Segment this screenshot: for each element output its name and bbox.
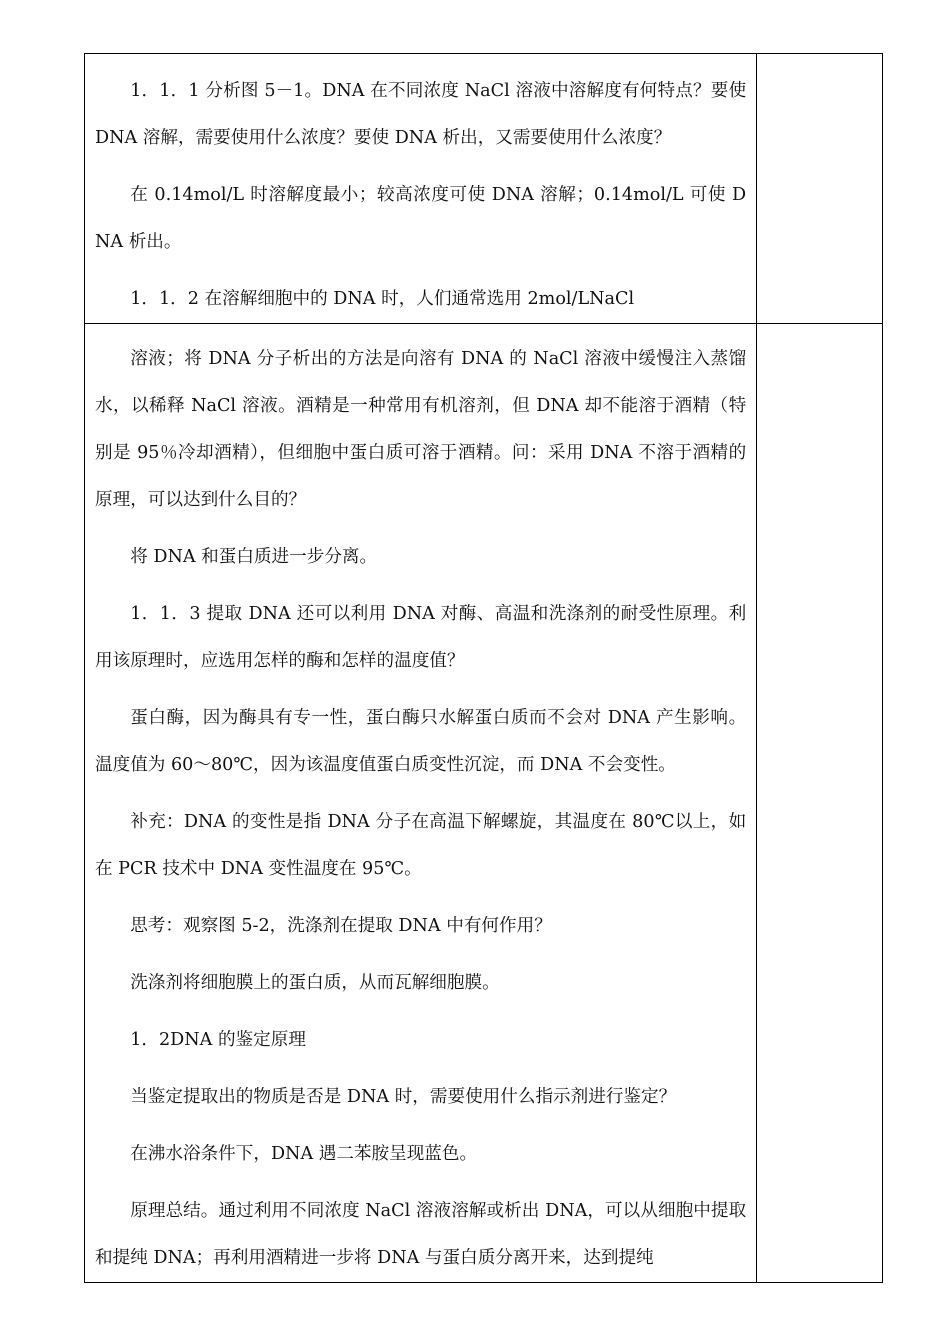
- paragraph: 溶液；将 DNA 分子析出的方法是向溶有 DNA 的 NaCl 溶液中缓慢注入蒸馏水，以稀释 NaCl 溶液。酒精是一种常用有机溶剂，但 DNA 却不能溶于酒精（特别是 95％冷却酒精），但细胞中蛋白质可溶于酒精。问：采用 DNA 不溶于酒精的原理，可以达到什么目的？: [95, 349, 747, 510]
- table-row: [85, 324, 883, 1283]
- side-cell: [757, 324, 883, 1283]
- paragraph: 在 0.14mol/L 时溶解度最小；较高浓度可使 DNA 溶解；0.14mol/L 可使 DNA 析出。: [95, 185, 747, 252]
- document-table: [84, 53, 883, 1283]
- paragraph: 洗涤剂将细胞膜上的蛋白质，从而瓦解细胞膜。: [130, 973, 500, 993]
- paragraph: 原理总结。通过利用不同浓度 NaCl 溶液溶解或析出 DNA，可以从细胞中提取和提纯 DNA；再利用酒精进一步将 DNA 与蛋白质分离开来，达到提纯: [95, 1201, 747, 1268]
- paragraph: 思考：观察图 5-2，洗涤剂在提取 DNA 中有何作用？: [130, 916, 552, 936]
- content-cell: [85, 324, 757, 1283]
- paragraph: 1．1．1 分析图 5－1。DNA 在不同浓度 NaCl 溶液中溶解度有何特点？要使 DNA 溶解，需要使用什么浓度？要使 DNA 析出，又需要使用什么浓度？: [95, 81, 747, 148]
- paragraph: 1．1．3 提取 DNA 还可以利用 DNA 对酶、高温和洗涤剂的耐受性原理。利用该原理时，应选用怎样的酶和怎样的温度值？: [95, 604, 747, 671]
- paragraph: 在沸水浴条件下，DNA 遇二苯胺呈现蓝色。: [130, 1144, 478, 1164]
- side-cell: [757, 54, 883, 324]
- paragraph: 1．1．2 在溶解细胞中的 DNA 时，人们通常选用 2mol/LNaCl: [130, 289, 635, 309]
- table-row: [85, 54, 883, 324]
- paragraph: 蛋白酶，因为酶具有专一性，蛋白酶只水解蛋白质而不会对 DNA 产生影响。温度值为 60～80℃，因为该温度值蛋白质变性沉淀，而 DNA 不会变性。: [95, 708, 747, 775]
- paragraph: 1．2DNA 的鉴定原理: [130, 1030, 306, 1050]
- content-cell: [85, 54, 757, 324]
- paragraph: 将 DNA 和蛋白质进一步分离。: [130, 547, 378, 567]
- paragraph: 补充：DNA 的变性是指 DNA 分子在高温下解螺旋，其温度在 80℃以上，如在 PCR 技术中 DNA 变性温度在 95℃。: [95, 812, 747, 879]
- paragraph: 当鉴定提取出的物质是否是 DNA 时，需要使用什么指示剂进行鉴定？: [130, 1087, 677, 1107]
